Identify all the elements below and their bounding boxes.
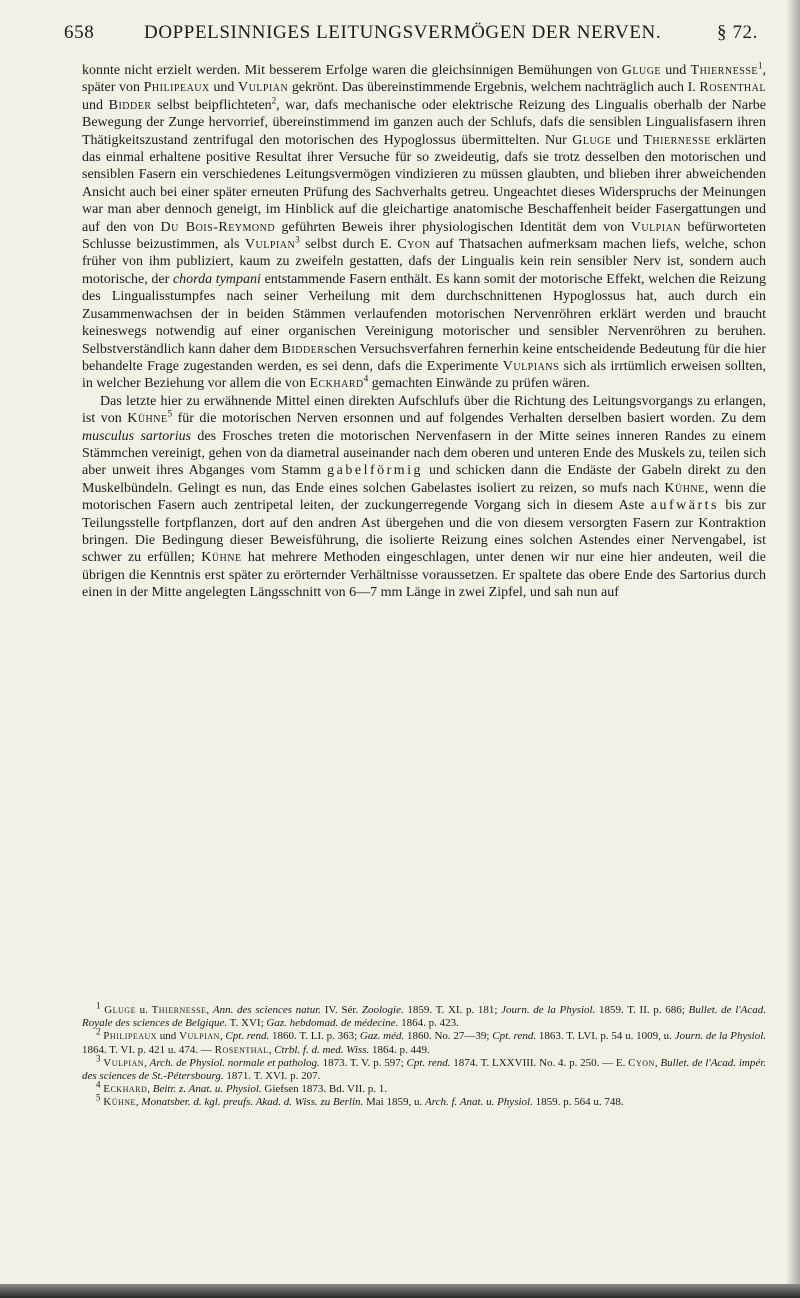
footnote-marker: 4 <box>96 1079 101 1090</box>
text-run: konnte nicht erzielt werden. Mit besserem Erfolge waren die gleichsinnigen Bemühungen von <box>82 63 622 78</box>
author-name: Eckhard <box>103 1083 148 1096</box>
text-run: , <box>219 1030 226 1043</box>
footnotes <box>82 1000 767 1110</box>
text-run: bis zur Teilungsstelle fortpflanzen, dort auf den andren Ast übergehen und die von diesem versorgten Fasern zur Kontraktion bringen. Die Bedingung dieser Beweisführung, die isolierte Reizung eines solchen Astendes einer Nervengabel, ist schwer zu erfüllen; <box>82 498 766 566</box>
text-run: entstammende Fasern enthält. Es kann somit der motorische Effekt, welchen die Reizung des Lingualisstumpfes nach seiner Verheilung mit dem durchschnittenen Hypoglossus hat, auch durch ein Zusammenwachsen der in beiden Stämmen verlaufenden motorischen Nervenröhren erklärt werden und braucht keineswegs notwendig auf einer organischen Vereinigung motorischer und sensibler Nervenröhren zu beruhen. Selbstverständlich kann daher dem <box>82 271 766 357</box>
author-name: Vulpian <box>103 1056 145 1069</box>
italic-text: Monatsber. d. kgl. preufs. Akad. d. Wiss. zu Berlin. <box>141 1096 364 1109</box>
footnote-marker: 3 <box>96 1053 101 1064</box>
italic-text: Gaz. méd. <box>359 1030 405 1043</box>
running-head <box>64 22 764 50</box>
body-text <box>82 62 766 602</box>
text-run: selbst durch E. <box>299 237 398 253</box>
text-run: 1864. p. 449. <box>369 1043 430 1056</box>
text-run: gabelförmig <box>327 463 424 479</box>
italic-text: Bullet. de l'Acad. Royale des sciences de Belgique. <box>82 1004 767 1030</box>
italic-text: Cpt. rend. <box>225 1030 270 1043</box>
text-run: sich als irrtümlich erweisen sollten, in welcher Beziehung vor allem die von <box>82 358 766 392</box>
text-run: 1864. T. VI. p. 421 u. 474. — <box>82 1043 215 1056</box>
text-run: des Frosches treten die motorischen Nervenfasern in der Mitte seines inneren Randes zu einem Stämmchen vereinigt, gehen von da diametral auseinander nach dem oberen und unteren Ende des Muskels zu, teilen sich aber unweit ihres Abganges vom Stamm <box>82 428 766 479</box>
author-name: Eckhard <box>309 376 364 392</box>
text-run: gemachten Einwände zu prüfen wären. <box>368 376 590 392</box>
author-name: Kühne <box>201 550 242 566</box>
text-run: , wenn die motorischen Fasern auch zentripetal leiten, der zuckungerregende Vorgang sich in diesem Aste <box>82 480 766 514</box>
text-run: , später von <box>82 63 766 96</box>
author-name: Philipeaux <box>103 1030 158 1043</box>
text-run: 1871. T. XVI. p. 207. <box>223 1070 321 1083</box>
footnote <box>82 1053 767 1083</box>
author-name: Thiernesse <box>151 1004 207 1016</box>
italic-text: Zoologie. <box>361 1004 404 1016</box>
text-run: 1864. p. 423. <box>398 1017 459 1030</box>
footnote-marker: 1 <box>758 60 763 71</box>
italic-text: Cpt. rend. <box>406 1056 451 1069</box>
text-run: 1859. T. XI. p. 181; <box>403 1004 502 1016</box>
author-name: Bidder <box>281 341 325 357</box>
text-run: 1860. No. 27—39; <box>404 1030 493 1043</box>
text-run: , <box>147 1083 153 1096</box>
text-run: hat mehrere Methoden eingeschlagen, unter denen wir nur eine hier andeuten, weil die übrigen die Kenntnis erst später zu erörternder Verhältnisse voraussetzen. Er spaltete das obere Ende des Sartorius durch einen in der Mitte angelegten Längsschnitt von 6—7 mm Länge in zwei Zipfel, und sah nun auf <box>82 550 766 601</box>
author-name: Kühne <box>103 1096 136 1109</box>
footnote <box>82 1026 767 1056</box>
author-name: Vulpians <box>502 358 560 374</box>
footnote-marker: 4 <box>363 373 369 384</box>
italic-text: Ann. des sciences natur. <box>212 1004 322 1016</box>
text-run: und <box>611 132 644 148</box>
author-name: Kühne <box>127 411 168 427</box>
text-run: 1874. T. LXXVIII. No. 4. p. 250. — E. <box>450 1056 629 1069</box>
author-name: Philipeaux <box>143 80 210 96</box>
footnote <box>82 1092 766 1109</box>
text-run: und <box>661 63 691 78</box>
footnote-marker: 5 <box>167 408 173 419</box>
text-run: und <box>157 1030 180 1043</box>
italic-text: Journ. de la Physiol. <box>501 1004 596 1016</box>
footnote-marker: 2 <box>271 95 277 106</box>
text-run: gekrönt. Das übereinstimmende Ergebnis, welchem nachträglich auch I. <box>288 80 700 96</box>
text-run: 1873. T. V. p. 597; <box>319 1056 407 1069</box>
italic-text: Cpt. rend. <box>492 1030 537 1043</box>
text-run: 1859. p. 564 u. 748. <box>532 1096 624 1109</box>
italic-text: Beitr. z. Anat. u. Physiol. <box>152 1083 262 1096</box>
author-name: Gluge <box>104 1004 136 1016</box>
text-run: befürworteten Schlusse beizustimmen, als <box>82 219 766 253</box>
author-name: Thiernesse <box>643 132 711 148</box>
page-edge-shadow <box>786 0 800 1298</box>
text-run: erklärten das einmal erhaltene positive Resultat ihrer Versuche für so zweideutig, dafs sie trotz desselben den motorischen und sensiblen Fasern ein verschiedenes Leitungsvermögen vindizieren zu müssen glaubten, und blieben ihrer abweichenden Ansicht auch bei einer später erneuten Prüfung des Sachverhalts getreu. Ungeachtet dieses Widerspruchs der Meinungen war man aber dennoch geneigt, im Hinblick auf die gleichartige anatomische Beschaffenheit beider Fasergattungen und auf den von <box>82 132 767 235</box>
author-name: Gluge <box>572 132 612 148</box>
author-name: Vulpian <box>630 219 682 235</box>
page-bottom-band <box>0 1284 800 1298</box>
author-name: Cyon <box>397 237 431 253</box>
footnote-marker: 2 <box>96 1026 101 1037</box>
text-run: , <box>268 1043 275 1056</box>
text-run: 1863. T. LVI. p. 54 u. 1009, u. <box>536 1030 675 1043</box>
author-name: Kühne <box>664 480 705 496</box>
author-name: Rosenthal <box>699 80 766 96</box>
author-name: Vulpian <box>179 1030 220 1043</box>
text-run: u. <box>135 1004 152 1016</box>
text-run: , <box>144 1056 150 1069</box>
author-name: Vulpian <box>244 237 296 253</box>
footnote <box>82 1079 766 1096</box>
text-run: aufwärts <box>650 498 719 514</box>
text-run: und <box>82 97 109 113</box>
italic-text: Arch. de Physiol. normale et patholog. <box>149 1056 320 1069</box>
footnote <box>82 1000 767 1030</box>
text-run: für die motorischen Nerven ersonnen und auf folgendes Verhalten derselben basiert worden. Zu dem <box>172 411 766 427</box>
text-run: 1860. T. LI. p. 363; <box>269 1030 360 1043</box>
text-run: , <box>135 1096 142 1109</box>
author-name: Rosenthal <box>214 1043 269 1056</box>
italic-text: Journ. de la Physiol. <box>674 1030 767 1043</box>
section-mark: § 72. <box>717 22 758 43</box>
page-number: 658 <box>64 22 95 43</box>
text-run: Das letzte hier zu erwähnende Mittel einen direkten Aufschlufs über die Richtung des Leitungsvorgangs zu erlangen, ist von <box>82 393 766 427</box>
author-name: Cyon <box>628 1056 655 1069</box>
text-run: auf Thatsachen aufmerksam machen liefs, welche, schon früher von ihm publiziert, kaum zu zweifeln gestatten, dafs der Lingualis kein rein sensibler Nerv ist, sondern auch motorische, der <box>82 237 767 287</box>
author-name: Du Bois-Reymond <box>160 219 276 235</box>
author-name: Vulpian <box>237 80 289 96</box>
italic-text: Gaz. hebdomad. de médecine. <box>266 1017 399 1030</box>
paragraph <box>82 62 766 393</box>
italic-text: Arch. f. Anat. u. Physiol. <box>424 1096 533 1109</box>
text-run: schen Versuchsverfahren fernerhin keine entscheidende Bedeutung für die hier behandelte Frage zugestanden werden, es sei denn, dafs die Experimente <box>82 341 767 374</box>
running-title: DOPPELSINNIGES LEITUNGSVERMÖGEN DER NERVEN. <box>144 22 662 43</box>
italic-text: musculus sartorius <box>82 428 192 444</box>
author-name: Thiernesse <box>690 63 758 78</box>
text-run: IV. Sér. <box>321 1004 362 1016</box>
author-name: Gluge <box>621 63 662 78</box>
footnote-marker: 3 <box>295 234 300 245</box>
text-run: Mai 1859, u. <box>363 1096 425 1109</box>
footnote-marker: 5 <box>96 1092 101 1103</box>
text-run: 1859. T. II. p. 686; <box>595 1004 689 1016</box>
text-run: , <box>206 1004 213 1016</box>
text-run: T. XVI; <box>227 1017 267 1030</box>
text-run: geführten Beweis ihrer physiologischen Identität dem von <box>275 219 631 235</box>
text-run: Giefsen 1873. Bd. VII. p. 1. <box>261 1083 388 1096</box>
text-run: , <box>654 1056 661 1069</box>
text-run: , war, dafs mechanische oder elektrische Reizung des Lingualis oberhalb der Narbe Bewegung der Zunge hervorrief, übereinstimmend im ganzen auch der Schlufs, dafs die sensiblen Lingualisfasern ihren Thätigkeitszustand zentrifugal den motorischen des Hypoglossus übermittelten. Nur <box>82 97 766 148</box>
italic-text: Bullet. de l'Acad. impér. des sciences de St.-Pétersbourg. <box>82 1056 767 1083</box>
italic-text: Ctrbl. f. d. med. Wiss. <box>274 1043 370 1056</box>
text-run: und schicken dann die Endäste der Gabeln direkt zu den Muskelbündeln. Gelingt es nun, das Ende eines solchen Gabelastes isoliert zu reizen, so mufs nach <box>82 463 766 496</box>
paragraph <box>82 393 766 602</box>
footnote-marker: 1 <box>96 1000 101 1011</box>
text-run: und <box>209 80 238 96</box>
italic-text: chorda tympani <box>172 271 261 287</box>
author-name: Bidder <box>108 97 152 113</box>
text-run: selbst beipflichteten <box>151 97 272 113</box>
